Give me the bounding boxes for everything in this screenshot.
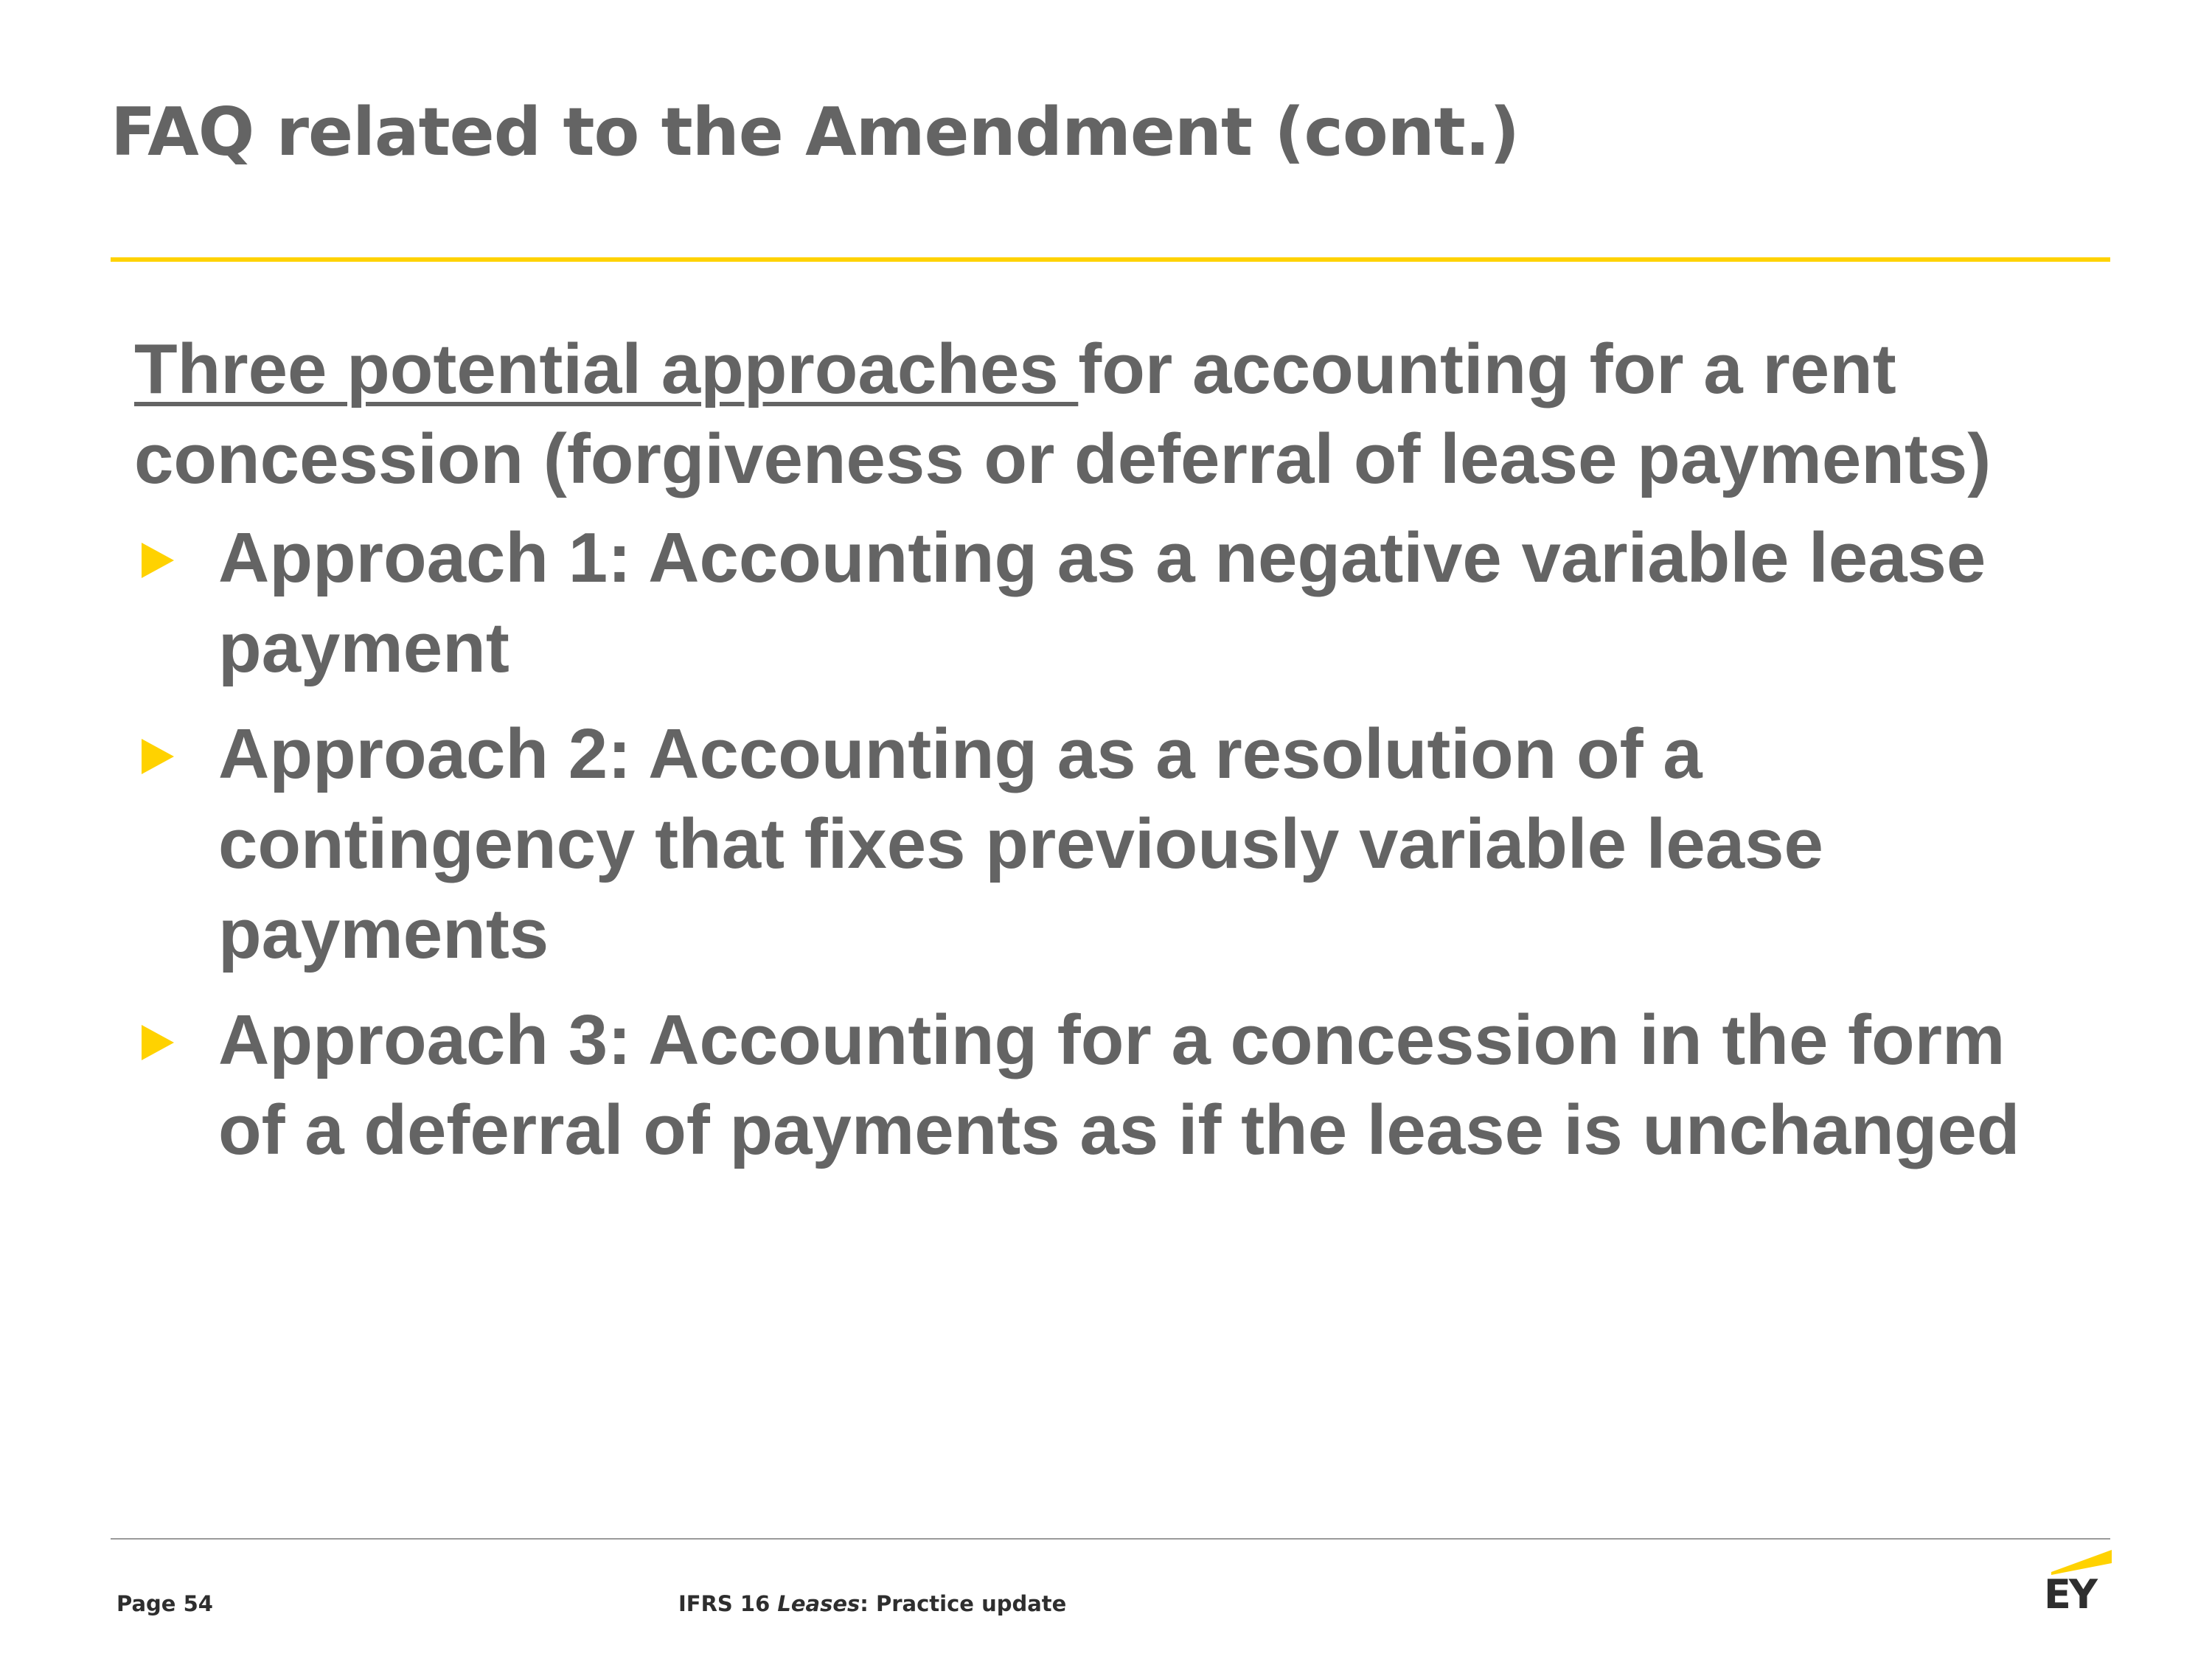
footer-divider: [111, 1538, 2110, 1540]
document-title-italic: Leases: [777, 1591, 860, 1616]
intro-paragraph: [134, 324, 2022, 504]
slide-title: FAQ related to the Amendment (cont.): [111, 94, 1520, 171]
approach-1-text: Approach 1: Accounting as a negative variable lease payment: [218, 518, 1986, 687]
page-number: Page 54: [116, 1591, 213, 1616]
document-title-prefix: IFRS 16: [678, 1591, 778, 1616]
bullet-arrow-icon: [142, 1025, 174, 1060]
approach-3-text: Approach 3: Accounting for a concession in the form of a deferral of payments as if the lease is unchanged: [218, 1001, 2020, 1169]
document-title-suffix: : Practice update: [860, 1591, 1067, 1616]
ey-logo: [2044, 1548, 2115, 1618]
ey-logo-text: EY: [2044, 1571, 2096, 1618]
slide-content: [134, 324, 2022, 1192]
intro-text: for accounting for a rent concession (forgiveness or deferral of lease payments): [134, 330, 1992, 498]
approach-2-text: Approach 2: Accounting as a resolution of a contingency that fixes previously variable lease payments: [218, 714, 1823, 973]
intro-underlined-text: Three potential approaches: [134, 330, 1079, 408]
approach-3-item: [134, 995, 2022, 1175]
title-divider: [111, 257, 2110, 262]
approach-1-item: [134, 513, 2022, 693]
approach-2-item: [134, 709, 2022, 979]
document-title: [678, 1591, 1066, 1616]
approach-list: [134, 513, 2022, 1175]
bullet-arrow-icon: [142, 739, 174, 774]
bullet-arrow-icon: [142, 543, 174, 578]
